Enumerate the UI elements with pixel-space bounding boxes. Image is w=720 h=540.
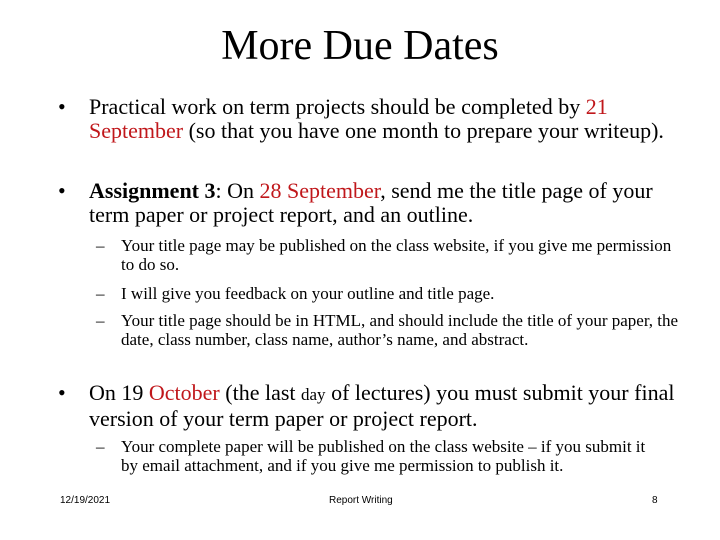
bullet-icon: •	[58, 178, 66, 203]
slide-title: More Due Dates	[221, 23, 499, 69]
bullet-icon: •	[58, 94, 66, 119]
bullet-practical-work	[58, 95, 698, 143]
sub-bullet	[96, 437, 656, 475]
assignment-label: Assignment 3	[89, 178, 216, 203]
due-date-highlight: 21 September	[89, 94, 608, 143]
bullet-text-small: day	[301, 385, 326, 404]
dash-icon: –	[96, 311, 105, 330]
footer-title: Report Writing	[329, 495, 393, 506]
footer-date: 12/19/2021	[60, 495, 111, 506]
bullet-icon: •	[58, 380, 66, 405]
sub-bullet-text: I will give you feedback on your outline and title page.	[121, 284, 495, 303]
bullet-text: of lectures) you must submit your final version of your term paper or project report.	[89, 380, 675, 431]
due-date-highlight: October	[148, 380, 220, 405]
sub-bullet	[96, 236, 686, 274]
bullet-text: , send me the title page of your term paper or project report, and an outline.	[89, 178, 653, 227]
footer-page-number: 8	[652, 495, 658, 506]
sub-bullet-text: Your title page should be in HTML, and should include the title of your paper, the date, class number, class name, author’s name, and abstract.	[121, 311, 679, 349]
bullet-text: (so that you have one month to prepare your writeup).	[183, 118, 664, 143]
sub-bullet	[96, 311, 686, 349]
dash-icon: –	[96, 437, 105, 456]
due-date-highlight: 28 September	[259, 178, 381, 203]
sub-bullet-text: Your complete paper will be published on the class website – if you submit it by email attachment, and if you give me permission to publish it.	[121, 437, 646, 475]
dash-icon: –	[96, 284, 105, 303]
bullet-final-version	[58, 381, 698, 431]
bullet-text: On 19	[89, 380, 149, 405]
bullet-text: : On	[215, 178, 260, 203]
bullet-text: (the last	[219, 380, 302, 405]
dash-icon: –	[96, 236, 105, 255]
bullet-assignment-3	[58, 179, 698, 227]
bullet-text: Practical work on term projects should be completed by	[89, 94, 586, 119]
sub-bullet	[96, 284, 686, 303]
sub-bullet-text: Your title page may be published on the class website, if you give me permission to do so.	[121, 236, 672, 274]
